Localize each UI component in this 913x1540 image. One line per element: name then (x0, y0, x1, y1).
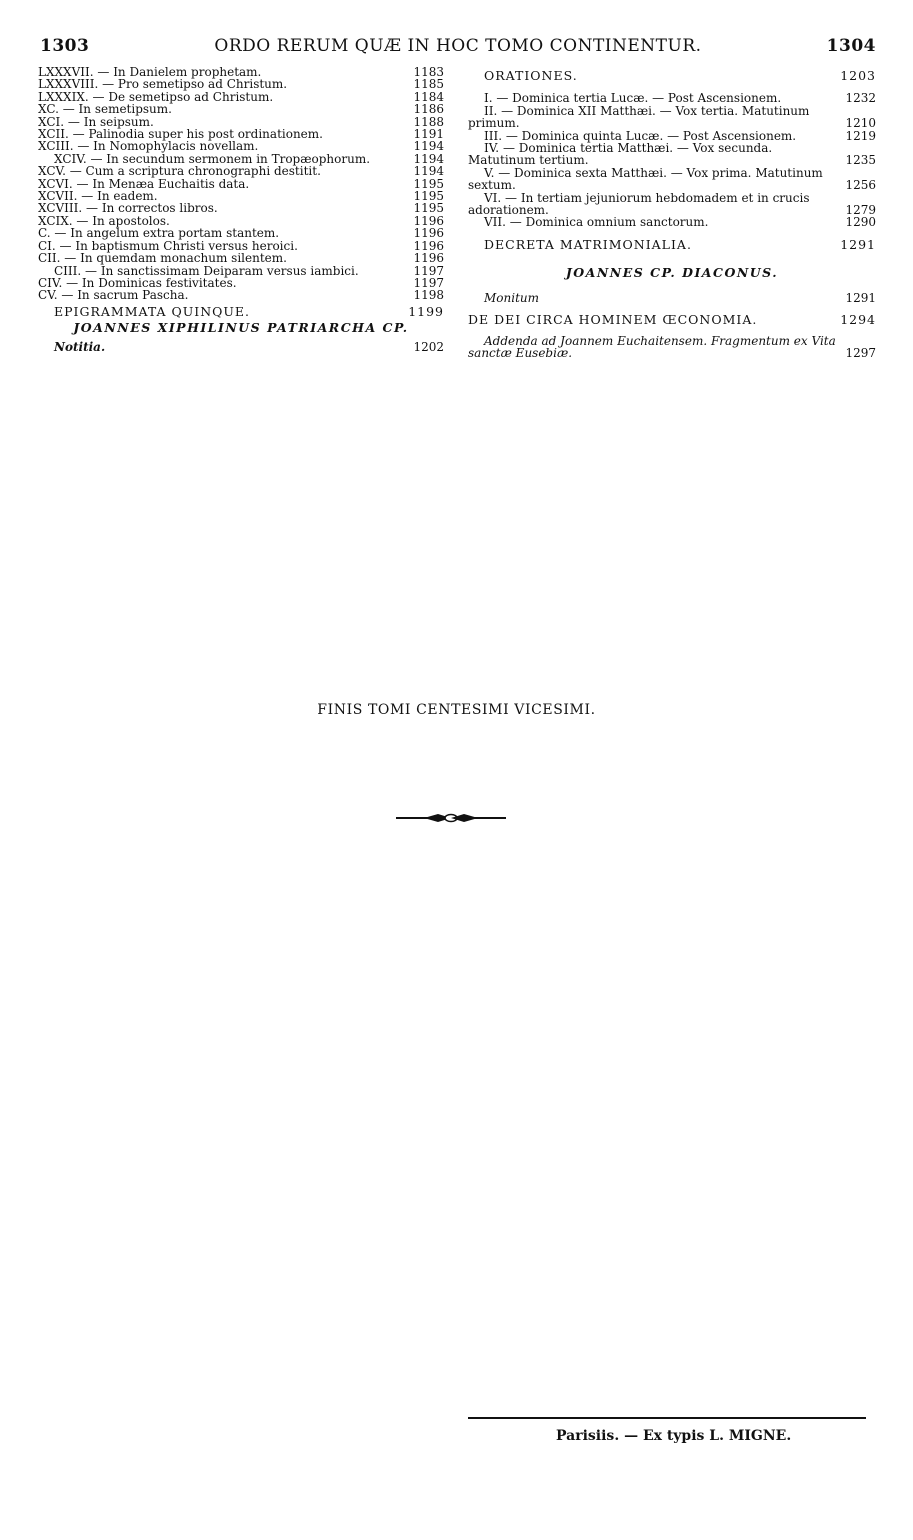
toc-entry: XCIII. — In Nomophylacis novellam. 1194 (38, 139, 444, 154)
toc-entry: CIV. — In Dominicas festivitates. 1197 (38, 275, 444, 290)
toc-entry: LXXXVIII. — Pro semetipso ad Christum. 1185 (38, 77, 444, 92)
ornament-divider-icon (394, 810, 508, 829)
toc-entry: II. — Dominica XII Matthæi. — Vox tertia. Matutinum primum. 1210 (468, 103, 876, 131)
toc-entry: XCVIII. — In correctos libros. 1195 (38, 201, 444, 216)
toc-entry: XCVI. — In Menæa Euchaitis data. 1195 (38, 176, 444, 191)
section-oeconomia: DE DEI CIRCA HOMINEM ŒCONOMIA. 1294 (468, 312, 876, 328)
toc-entry: IV. — Dominica tertia Matthæi. — Vox secunda. Matutinum tertium. 1235 (468, 141, 876, 168)
author-heading: JOANNES CP. DIACONUS. (565, 265, 779, 281)
toc-entry: Notitia. 1202 (54, 339, 444, 354)
toc-entry: CIII. — In sanctissimam Deiparam versus iambici. 1197 (54, 263, 444, 278)
toc-entry: V. — Dominica sexta Matthæi. — Vox prima. Matutinum sextum. 1256 (468, 165, 876, 193)
page-number-right: 1304 (826, 36, 876, 56)
page-header (40, 36, 876, 58)
toc-entry: Addenda ad Joannem Euchaitensem. Fragmentum ex Vita sanctæ Eusebiæ. 1297 (468, 333, 876, 360)
toc-entry: CII. — In quemdam monachum silentem. 1196 (38, 251, 444, 266)
section-decreta: DECRETA MATRIMONIALIA. 1291 (484, 236, 876, 252)
toc-entry: XCI. — In seipsum. 1188 (38, 114, 444, 129)
toc-entry: III. — Dominica quinta Lucæ. — Post Ascensionem. 1219 (484, 128, 876, 143)
toc-entry: XCIV. — In secundum sermonem in Tropæophorum. 1194 (54, 151, 444, 166)
toc-entry: XCVII. — In eadem. 1195 (38, 189, 444, 204)
toc-entry: VII. — Dominica omnium sanctorum. 1290 (484, 215, 876, 230)
footer-rule (468, 1417, 866, 1419)
toc-entry: VI. — In tertiam jejuniorum hebdomadem et in crucis adorationem. 1279 (468, 190, 876, 218)
finis-line: FINIS TOMI CENTESIMI VICESIMI. (317, 702, 596, 718)
section-epigrammata: EPIGRAMMATA QUINQUE. 1199 (54, 303, 444, 319)
toc-entry: CI. — In baptismum Christi versus heroici. 1196 (38, 238, 444, 253)
toc-entry: CV. — In sacrum Pascha. 1198 (38, 288, 444, 303)
left-column (38, 66, 444, 353)
toc-entry: LXXXVII. — In Danielem prophetam. 1183 (38, 65, 444, 79)
toc-entry: XCIX. — In apostolos. 1196 (38, 213, 444, 228)
toc-entry: XCII. — Palinodia super his post ordinationem. 1191 (38, 127, 444, 142)
toc-entry: I. — Dominica tertia Lucæ. — Post Ascensionem. 1232 (484, 91, 876, 106)
section-orationes: ORATIONES. 1203 (484, 68, 876, 83)
toc-entry: XC. — In semetipsum. 1186 (38, 102, 444, 117)
toc-entry: XCV. — Cum a scriptura chronographi destitit. 1194 (38, 164, 444, 179)
running-title: ORDO RERUM QUÆ IN HOC TOMO CONTINENTUR. (214, 36, 702, 56)
toc-entry: LXXXIX. — De semetipso ad Christum. 1184 (38, 89, 444, 104)
author-heading: JOANNES XIPHILINUS PATRIARCHA CP. (73, 320, 409, 336)
toc-entry: Monitum 1291 (484, 290, 876, 305)
imprint: Parisiis. — Ex typis L. MIGNE. (556, 1428, 792, 1444)
page-number-left: 1303 (40, 36, 90, 56)
right-column (468, 66, 876, 359)
toc-entry: C. — In angelum extra portam stantem. 1196 (38, 226, 444, 241)
